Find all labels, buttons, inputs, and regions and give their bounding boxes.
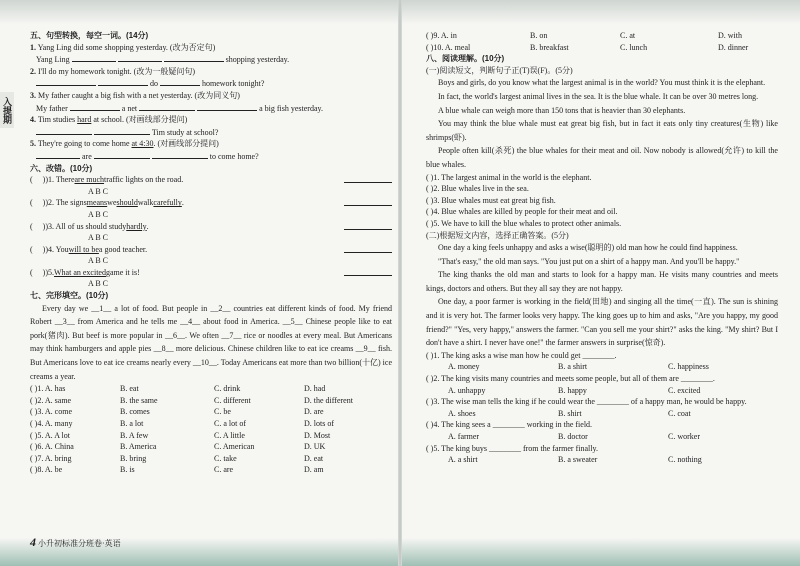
- s6-abc: A B C: [88, 279, 109, 289]
- blank-field[interactable]: [118, 53, 162, 62]
- passage-2: [426, 241, 778, 350]
- true-false-item[interactable]: ( )2. Blue whales live in the sea.: [426, 184, 529, 194]
- s5-q4: 4. Tim studies hard at school. (对画线部分提问): [30, 115, 188, 125]
- passage-paragraph: "That's easy," the old man says. "You just put on a shirt of a happy man. And you'll be happy.": [438, 256, 740, 266]
- option-choice[interactable]: A. a shirt: [448, 455, 478, 465]
- question-stem: ( )1. The king asks a wise man how he could get ________.: [426, 350, 617, 360]
- section-8-heading: 八、阅读理解。(10分): [426, 54, 505, 64]
- option-choice[interactable]: B. eat: [120, 384, 139, 394]
- s5-q2-answer: do homework tonight?: [30, 77, 392, 90]
- cloze-option-row: [30, 395, 392, 407]
- option-choice[interactable]: C. lunch: [620, 42, 648, 52]
- correction-blank[interactable]: [344, 267, 392, 276]
- blank-field[interactable]: [152, 150, 208, 159]
- option-choice[interactable]: B. America: [120, 442, 157, 452]
- true-false-item[interactable]: ( )4. Blue whales are killed by people for their meat and oil.: [426, 207, 618, 217]
- passage-paragraph: The king thanks the old man and starts to look for a happy man. He visits many countries and meets kings, doctors and others. But they all say they are not happy.: [426, 270, 778, 293]
- option-choice[interactable]: C. excited: [668, 385, 701, 395]
- s6-abc: A B C: [88, 233, 109, 243]
- cloze-option-row: [30, 441, 392, 453]
- option-choice[interactable]: C. nothing: [668, 455, 702, 465]
- spacer: [426, 431, 448, 443]
- passage-2-questions: [426, 350, 778, 466]
- true-false-item[interactable]: ( )1. The largest animal in the world is the elephant.: [426, 172, 592, 182]
- option-choice[interactable]: B. shirt: [558, 408, 582, 418]
- right-column: [426, 30, 778, 466]
- blank-field[interactable]: [36, 150, 80, 159]
- option-choice[interactable]: C. take: [214, 453, 237, 463]
- option-choice[interactable]: C. a lot of: [214, 419, 246, 428]
- s6-abc: A B C: [88, 186, 109, 196]
- option-choice[interactable]: C. American: [214, 442, 255, 452]
- blank-field[interactable]: [72, 53, 116, 62]
- question-number: ( )4. A. many: [30, 419, 73, 428]
- option-choice[interactable]: B. bring: [120, 453, 147, 463]
- option-choice[interactable]: C. coat: [668, 408, 691, 418]
- spacer: [426, 454, 448, 466]
- cloze-passage: Every day we __1__ a lot of food. But people in __2__ countries eat different kinds of food. My friend Robert __3__ from America and he tells me __4__ about food in America. __5__ Chinese people like to eat pork(猪肉). But beef is more popular in __6__. We often __7__ rice or noodles at every meal. But Americans may think hamburgers and apple pies __8__ more delicious. Chinese children like to eat ice creams __9__ fish. But Americans love to eat ice creams nearly every __10__. Today Americans eat more than two billion(十亿) ice creams a year.: [30, 303, 392, 381]
- option-choice[interactable]: D. dinner: [718, 42, 749, 52]
- question-number: ( )9. A. in: [426, 31, 457, 40]
- s5-q3-answer: My father a net a big fish yesterday.: [36, 103, 323, 113]
- book-spine: [398, 0, 402, 566]
- option-choice[interactable]: C. drink: [214, 384, 241, 394]
- option-choice[interactable]: C. be: [214, 407, 231, 417]
- option-choice[interactable]: C. worker: [668, 432, 700, 441]
- blank-field[interactable]: [98, 77, 148, 86]
- cloze-options-continued: [426, 30, 778, 53]
- blank-field[interactable]: [139, 102, 195, 111]
- cloze-option-row: [30, 453, 392, 465]
- option-choice[interactable]: A. farmer: [448, 432, 480, 441]
- question-number: ( )7. A. bring: [30, 453, 72, 463]
- correction-blank[interactable]: [344, 244, 392, 253]
- option-row: [426, 408, 778, 420]
- s5-q1: 1. Yang Ling did some shopping yesterday. (改为否定句): [30, 42, 216, 52]
- spacer: [426, 408, 448, 420]
- option-choice[interactable]: C. at: [620, 31, 636, 40]
- spacer: [426, 361, 448, 373]
- s6-item: ( ) )5. What an excited game it is!: [30, 267, 392, 279]
- option-choice[interactable]: B. breakfast: [530, 42, 569, 52]
- option-choice[interactable]: C. different: [214, 395, 251, 405]
- s6-abc: A B C: [88, 209, 109, 219]
- option-choice[interactable]: B. a shirt: [558, 362, 588, 372]
- blank-field[interactable]: [94, 126, 150, 135]
- cloze-option-row: [426, 30, 778, 42]
- s6-item: ( ) )3. All of us should study hardly .: [30, 221, 392, 233]
- option-choice[interactable]: B. happy: [558, 385, 587, 395]
- option-choice[interactable]: B. a sweater: [558, 455, 598, 465]
- s6-item: ( ) )4. You will to be a good teacher.: [30, 244, 392, 256]
- spacer: [426, 385, 448, 397]
- s5-q3: 3. My father caught a big fish with a net yesterday. (改为同义句): [30, 90, 240, 100]
- s5-q5: 5. They're going to come home at 4:30. (对画线部分提问): [30, 139, 219, 149]
- option-choice[interactable]: B. a lot: [120, 419, 144, 428]
- s5-q5-answer: are to come home?: [30, 150, 392, 163]
- cloze-option-row: [30, 406, 392, 418]
- option-choice[interactable]: B. comes: [120, 407, 150, 417]
- correction-blank[interactable]: [344, 197, 392, 206]
- option-choice[interactable]: D. eat: [304, 453, 324, 463]
- part-1-heading: (一)阅读短文，判断句子正(T)误(F)。(5分): [426, 65, 573, 75]
- section-6-heading: 六、改错。(10分): [30, 163, 93, 173]
- question-number: ( )10. A. meal: [426, 42, 471, 52]
- option-row: [426, 454, 778, 466]
- question-number: ( )8. A. be: [30, 465, 63, 475]
- option-choice[interactable]: C. are: [214, 465, 234, 475]
- passage-paragraph: People often kill(杀死) the blue whales for their meat and oil. Now nobody is allowed(允许) to kill the blue whales.: [426, 146, 778, 169]
- option-choice[interactable]: B. doctor: [558, 432, 588, 441]
- option-choice[interactable]: D. the different: [304, 395, 353, 405]
- passage-paragraph: A blue whale can weigh more than 150 tons that is heavier than 30 elephants.: [438, 105, 686, 115]
- option-choice[interactable]: A. money: [448, 362, 480, 372]
- cloze-options: [30, 383, 392, 476]
- cloze-option-row: [30, 430, 392, 442]
- question-number: ( )3. A. come: [30, 407, 72, 417]
- blank-field[interactable]: [36, 126, 92, 135]
- s6-abc: A B C: [88, 256, 109, 266]
- blank-field[interactable]: [197, 102, 257, 111]
- option-choice[interactable]: D. lots of: [304, 419, 334, 428]
- question-number: ( )2. A. same: [30, 395, 72, 405]
- side-tab: 入提期: [0, 92, 14, 128]
- passage-1: [426, 76, 778, 171]
- blank-field[interactable]: [36, 77, 96, 86]
- option-choice[interactable]: B. the same: [120, 395, 158, 405]
- correction-blank[interactable]: [344, 221, 392, 230]
- option-choice[interactable]: B. A few: [120, 430, 149, 440]
- option-choice[interactable]: B. on: [530, 31, 548, 40]
- option-choice[interactable]: D. Most: [304, 430, 331, 440]
- passage-paragraph: In fact, the world's largest animal lives in the sea. It is the blue whale. It can be over 30 metres long.: [438, 91, 759, 101]
- blank-field[interactable]: [164, 53, 224, 62]
- option-choice[interactable]: B. is: [120, 465, 135, 475]
- option-choice[interactable]: D. with: [718, 31, 742, 40]
- true-false-item[interactable]: ( )3. Blue whales must eat great big fish.: [426, 195, 556, 205]
- question-number: ( )5. A. A lot: [30, 430, 71, 440]
- part-2-heading: (二)根据短文内容，选择正确答案。(5分): [426, 230, 569, 240]
- option-choice[interactable]: D. had: [304, 384, 326, 394]
- cloze-option-row: [426, 42, 778, 54]
- cloze-option-row: [30, 418, 392, 430]
- page-footer: 4 小升初标准分班卷·英语: [30, 535, 121, 549]
- blank-field[interactable]: [160, 77, 200, 86]
- option-row: [426, 431, 778, 443]
- true-false-item[interactable]: ( )5. We have to kill the blue whales to protect other animals.: [426, 218, 622, 228]
- question-number: ( )1. A. has: [30, 384, 66, 394]
- s6-item: ( ) )1. There are much traffic lights on the road.: [30, 174, 392, 186]
- option-row: [426, 385, 778, 397]
- s5-q4-answer: Tim study at school?: [30, 126, 392, 139]
- option-row: [426, 361, 778, 373]
- option-choice[interactable]: C. A little: [214, 430, 245, 440]
- option-choice[interactable]: D. UK: [304, 442, 326, 452]
- option-choice[interactable]: D. are: [304, 407, 324, 417]
- true-false-items: [426, 172, 778, 230]
- option-choice[interactable]: A. shoes: [448, 408, 476, 418]
- s5-q2: 2. I'll do my homework tonight. (改为一般疑问句): [30, 66, 195, 76]
- passage-paragraph: One day, a poor farmer is working in the field(田地) and singing all the time(一直). The sun is shining and it is very hot. The farmer looks very happy. The king goes up to him and asks, "Are you happy, my good friend?" "Yes, very happy," answers the farmer. "Can you sell me your shirt?" asks the king. "My shirt? But I don't have a shirt. I never have one!" the farmer answers in surprise(惊奇).: [426, 297, 778, 348]
- section-5-heading: 五、句型转换，每空一词。(14分): [30, 31, 149, 40]
- blank-field[interactable]: [94, 150, 150, 159]
- passage-paragraph: You may think the blue whale must eat great big fish, but in fact it eats only tiny creatures(生物) like shrimps(虾).: [426, 119, 778, 142]
- s6-item: ( ) )2. The signs means we should walk carefully .: [30, 197, 392, 209]
- s5-q1-answer: Yang Ling shopping yesterday.: [36, 55, 290, 65]
- passage-paragraph: Boys and girls, do you know what the largest animal is in the world? You must think it is the elephant.: [438, 78, 766, 88]
- question-stem: ( )3. The wise man tells the king if he could wear the ________ of a happy man, he would be happy.: [426, 397, 747, 407]
- section-7-heading: 七、完形填空。(10分): [30, 291, 109, 301]
- question-stem: ( )2. The king visits many countries and meets some people, but all of them are ________.: [426, 374, 715, 384]
- cloze-option-row: [30, 464, 392, 476]
- correction-blank[interactable]: [344, 174, 392, 183]
- option-choice[interactable]: C. happiness: [668, 362, 709, 372]
- passage-paragraph: One day a king feels unhappy and asks a wise(聪明的) old man how he could find happiness.: [438, 243, 738, 253]
- left-column: [30, 30, 392, 476]
- question-stem: ( )5. The king buys ________ from the farmer finally.: [426, 443, 598, 453]
- option-choice[interactable]: A. unhappy: [448, 385, 486, 395]
- blank-field[interactable]: [70, 102, 120, 111]
- option-choice[interactable]: D. am: [304, 465, 324, 475]
- cloze-option-row: [30, 383, 392, 395]
- question-stem: ( )4. The king sees a ________ working in the field.: [426, 420, 593, 430]
- question-number: ( )6. A. China: [30, 442, 74, 452]
